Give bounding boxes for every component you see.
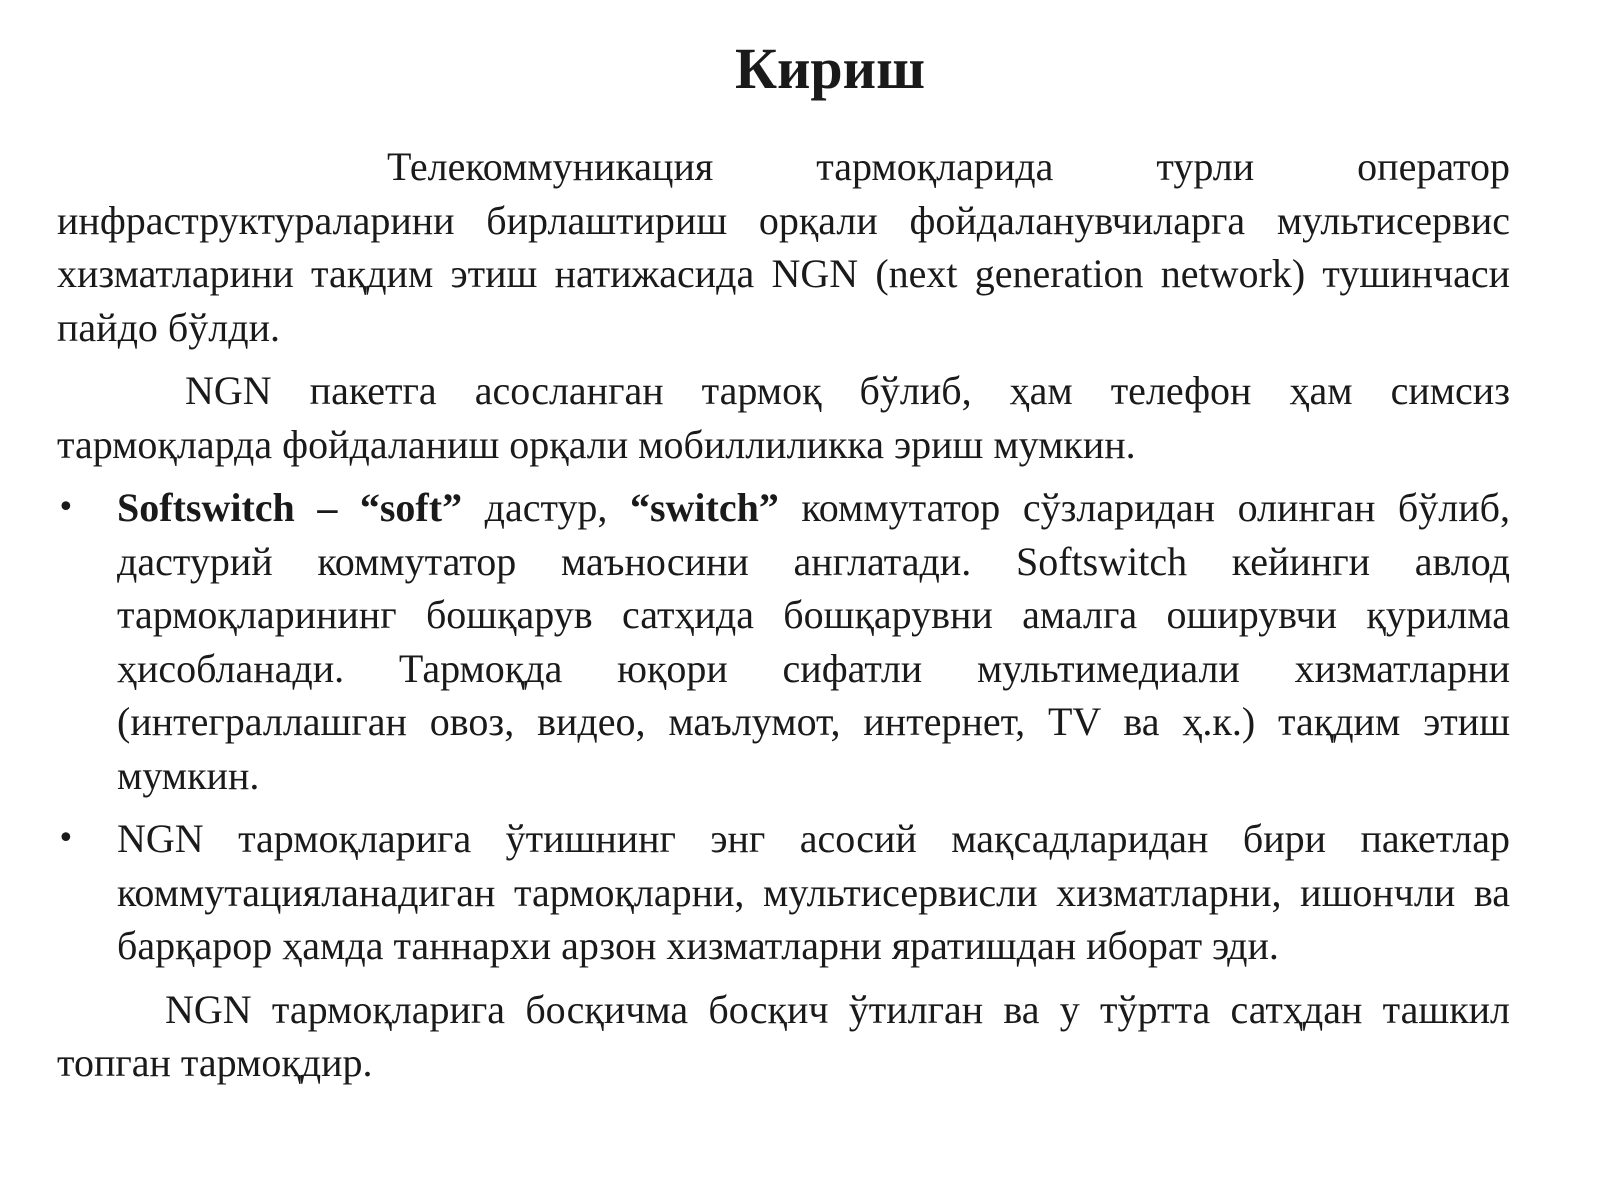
bullet-item-softswitch [57,481,1510,802]
bullet-1-middle-text: дастур, [462,485,630,530]
softswitch-term: Softswitch [117,485,295,530]
slide-body [57,140,1510,1090]
bullet-item-ngn-goals [57,812,1510,973]
slide-title: Кириш [734,36,926,101]
term-dash: – [294,485,360,530]
ngn-paragraph: NGN пакетга асосланган тармоқ бўлиб, ҳам телефон ҳам симсиз тармоқларда фойдаланиш орқали мобиллиликка эриш мумкин. [57,368,1510,467]
closing-paragraph: NGN тармоқларига босқичма босқич ўтилган ва у тўртта сатҳдан ташкил топган тармоқдир. [57,986,1510,1085]
switch-word: “switch” [629,485,779,530]
bullet-dot-icon: • [57,821,75,856]
bullet-list [57,481,1510,973]
bullet-dot-icon: • [57,490,75,525]
bullet-2-text: NGN тармоқларига ўтишнинг энг асосий мақсадларидан бири пакетлар коммутацияланадиган тармоқларни, мультисервисли хизматларни, ишончли ва барқарор ҳамда таннархи арзон хизматларни яратишдан иборат эди. [117,816,1510,968]
bullet-1-rest-text: коммутатор сўзларидан олинган бўлиб, дастурий коммутатор маъносини англатади. Softswitch кейинги авлод тармоқларининг бошқарув сатҳида бошқарувни амалга оширувчи қурилма ҳисобланади. Тармоқда юқори сифатли мультимедиали хизматларни (интеграллашган овоз, видео, маълумот, интернет, TV ва ҳ.к.) тақдим этиш мумкин. [117,485,1510,798]
soft-word: “soft” [359,485,463,530]
intro-paragraph: Телекоммуникация тармоқларида турли оператор инфраструктураларини бирлаштириш орқали фойдаланувчиларга мультисервис хизматларини тақдим этиш натижасида NGN (next generation network) тушинчаси пайдо бўлди. [57,144,1510,350]
